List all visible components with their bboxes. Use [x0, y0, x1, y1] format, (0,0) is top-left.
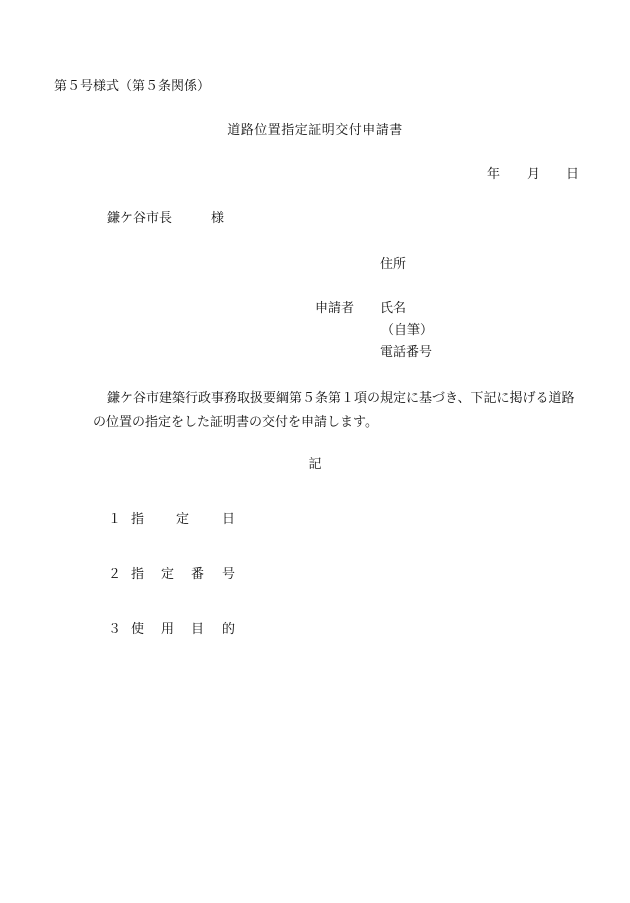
phone-label: 電話番号 — [380, 345, 433, 360]
application-body-text: 鎌ケ谷市建築行政事務取扱要綱第５条第１項の規定に基づき、下記に掲げる道路の位置の指定をした証明書の交付を申請します。 — [93, 391, 575, 430]
item-number: ２ — [108, 567, 122, 582]
handwritten-note: （自筆） — [381, 323, 434, 338]
item-label-char: 号 — [222, 567, 236, 582]
item-label-char: 定 — [176, 512, 190, 527]
addressee-name: 鎌ケ谷市長 — [107, 211, 173, 226]
ki-heading: 記 — [308, 457, 322, 472]
item-number: １ — [108, 512, 122, 527]
item-label-char: 定 — [161, 567, 175, 582]
item-label-char: 日 — [222, 512, 236, 527]
applicant-label: 申請者 — [315, 301, 355, 316]
date-day-label: 日 — [566, 167, 580, 182]
item-number: ３ — [108, 622, 122, 637]
address-label: 住所 — [380, 257, 407, 272]
form-number: 第５号様式（第５条関係） — [54, 79, 211, 94]
item-label-char: 目 — [191, 622, 205, 637]
date-month-label: 月 — [527, 167, 541, 182]
item-label-char: 番 — [191, 567, 205, 582]
addressee-honorific: 様 — [211, 211, 225, 226]
item-label-char: 指 — [131, 567, 145, 582]
document-title: 道路位置指定証明交付申請書 — [227, 123, 403, 138]
name-label: 氏名 — [380, 301, 407, 316]
item-label-char: 的 — [222, 622, 236, 637]
item-label-char: 用 — [161, 622, 175, 637]
item-label-char: 指 — [131, 512, 145, 527]
item-label-char: 使 — [131, 622, 145, 637]
date-year-label: 年 — [487, 167, 501, 182]
